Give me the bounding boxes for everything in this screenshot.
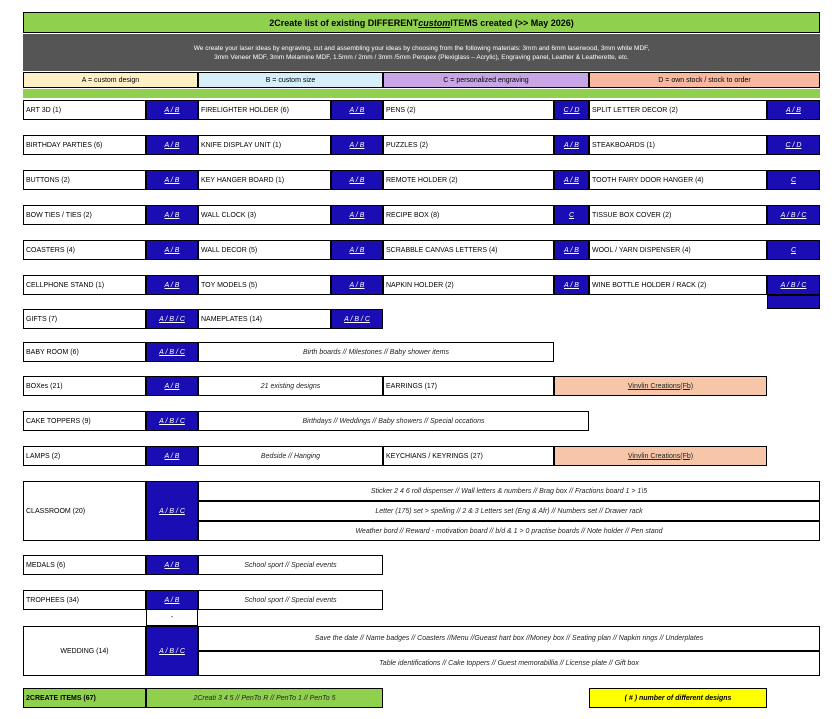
medals-code: A / B xyxy=(146,555,198,575)
earrings-label: EARRINGS (17) xyxy=(383,376,554,396)
item-label: TOY MODELS (5) xyxy=(198,275,331,295)
item-label: CELLPHONE STAND (1) xyxy=(23,275,146,295)
item-code: A / B xyxy=(146,240,198,260)
gifts-code: A / B / C xyxy=(146,309,198,329)
baby-room-label: BABY ROOM (6) xyxy=(23,342,146,362)
baby-room-desc: Birth boards // Milestones // Baby shower items xyxy=(198,342,554,362)
item-label: BIRTHDAY PARTIES (6) xyxy=(23,135,146,155)
item-label: KNIFE DISPLAY UNIT (1) xyxy=(198,135,331,155)
item-label: FIRELIGHTER HOLDER (6) xyxy=(198,100,331,120)
item-code: C xyxy=(767,240,820,260)
cake-toppers-code: A / B / C xyxy=(146,411,198,431)
item-code: A / B xyxy=(331,135,383,155)
item-code: A / B xyxy=(146,135,198,155)
item-code: A / B xyxy=(331,170,383,190)
item-code: A / B xyxy=(767,100,820,120)
trophees-desc: School sport // Special events xyxy=(198,590,383,610)
item-code: C xyxy=(554,205,589,225)
item-label: TOOTH FAIRY DOOR HANGER (4) xyxy=(589,170,767,190)
item-label: KEY HANGER BOARD (1) xyxy=(198,170,331,190)
legend-item: B = custom size xyxy=(198,72,383,88)
item-label: SCRABBLE CANVAS LETTERS (4) xyxy=(383,240,554,260)
item-code: C / D xyxy=(767,135,820,155)
medals-label: MEDALS (6) xyxy=(23,555,146,575)
item-label: STEAKBOARDS (1) xyxy=(589,135,767,155)
wedding-line: Save the date // Name badges // Coasters //Menu //Gueast hart box //Money box // Seating plan // Napkin rings // Underplates xyxy=(198,626,820,651)
item-code: A / B xyxy=(554,275,589,295)
gifts-label: GIFTS (7) xyxy=(23,309,146,329)
classroom-line: Letter (175) set > spelling // 2 & 3 Letters set (Eng & Afr) // Numbers set // Drawer rack xyxy=(198,501,820,521)
trophees-dash: - xyxy=(146,610,198,626)
item-label: ART 3D (1) xyxy=(23,100,146,120)
item-code: A / B xyxy=(554,135,589,155)
item-code: A / B / C xyxy=(767,275,820,295)
item-label: WALL DECOR (5) xyxy=(198,240,331,260)
intro-line-2: 3mm Veneer MDF, 3mm Melamine MDF, 1.5mm / 2mm / 3mm /5mm Perspex (Plexiglass – Acrylic), Engraving panel, Leather & Leatherette, etc. xyxy=(214,53,629,61)
classroom-label: CLASSROOM (20) xyxy=(23,481,146,541)
item-code: A / B xyxy=(554,170,589,190)
lamps-code: A / B xyxy=(146,446,198,466)
code-filler xyxy=(767,295,820,309)
wedding-label: WEDDING (14) xyxy=(23,626,146,676)
footer-total-label: 2CREATE ITEMS (67) xyxy=(23,688,146,708)
keychains-link[interactable]: Vinvlin Creations(Fb) xyxy=(554,446,767,466)
intro-line-1: We create your laser ideas by engraving, cut and assembling your ideas by choosing from the following materials: 3mm and 6mm laserwood, 3mm white MDF, xyxy=(193,44,650,52)
legend-item: C = personalized engraving xyxy=(383,72,589,88)
medals-desc: School sport // Special events xyxy=(198,555,383,575)
earrings-link[interactable]: Vinvlin Creations(Fb) xyxy=(554,376,767,396)
baby-room-code: A / B / C xyxy=(146,342,198,362)
item-label: PUZZLES (2) xyxy=(383,135,554,155)
item-code: A / B xyxy=(331,205,383,225)
lamps-desc: Bedside // Hanging xyxy=(198,446,383,466)
item-label: PENS (2) xyxy=(383,100,554,120)
footer-note: ( # ) number of different designs xyxy=(589,688,767,708)
item-code: A / B xyxy=(331,275,383,295)
keychains-label: KEYCHIANS / KEYRINGS (27) xyxy=(383,446,554,466)
item-code: A / B xyxy=(554,240,589,260)
classroom-line: Weather bord // Reward - motivation board // b/d & 1 > 0 practise boards // Note holder // Pen stand xyxy=(198,521,820,541)
title-text: 2Create list of existing DIFFERENT xyxy=(269,17,419,28)
item-label: RECIPE BOX (8) xyxy=(383,205,554,225)
item-code: C xyxy=(767,170,820,190)
item-code: A / B xyxy=(146,170,198,190)
item-label: TISSUE BOX COVER (2) xyxy=(589,205,767,225)
item-label: BUTTONS (2) xyxy=(23,170,146,190)
nameplates-code: A / B / C xyxy=(331,309,383,329)
item-code: A / B / C xyxy=(767,205,820,225)
trophees-label: TROPHEES (34) xyxy=(23,590,146,610)
legend-item: A = custom design xyxy=(23,72,198,88)
lamps-label: LAMPS (2) xyxy=(23,446,146,466)
item-code: A / B xyxy=(331,100,383,120)
item-label: WALL CLOCK (3) xyxy=(198,205,331,225)
item-code: A / B xyxy=(146,100,198,120)
item-code: A / B xyxy=(331,240,383,260)
item-code: A / B xyxy=(146,205,198,225)
title-emphasis: custom xyxy=(418,17,451,28)
boxes-code: A / B xyxy=(146,376,198,396)
cake-toppers-desc: Birthdays // Weddings // Baby showers // Special occations xyxy=(198,411,589,431)
item-label: REMOTE HOLDER (2) xyxy=(383,170,554,190)
item-label: WOOL / YARN DISPENSER (4) xyxy=(589,240,767,260)
intro-banner xyxy=(23,34,820,71)
classroom-code: A / B / C xyxy=(146,481,198,541)
legend-item: D = own stock / stock to order xyxy=(589,72,820,88)
green-separator xyxy=(23,89,820,98)
footer-desc: 2Creati 3 4 5 // PenTo R // PenTo 1 // PenTo 5 xyxy=(146,688,383,708)
item-label: COASTERS (4) xyxy=(23,240,146,260)
wedding-line: Table identifications // Cake toppers // Guest memorabillia // License plate // Gift box xyxy=(198,651,820,676)
title-text-end: ITEMS created (>> May 2026) xyxy=(450,17,574,28)
item-code: C / D xyxy=(554,100,589,120)
item-code: A / B xyxy=(146,275,198,295)
nameplates-label: NAMEPLATES (14) xyxy=(198,309,331,329)
trophees-code: A / B xyxy=(146,590,198,610)
boxes-label: BOXes (21) xyxy=(23,376,146,396)
page-title xyxy=(23,12,820,33)
item-label: WINE BOTTLE HOLDER / RACK (2) xyxy=(589,275,767,295)
item-label: BOW TIES / TIES (2) xyxy=(23,205,146,225)
cake-toppers-label: CAKE TOPPERS (9) xyxy=(23,411,146,431)
item-label: NAPKIN HOLDER (2) xyxy=(383,275,554,295)
item-label: SPLIT LETTER DECOR (2) xyxy=(589,100,767,120)
boxes-desc: 21 existing designs xyxy=(198,376,383,396)
wedding-code: A / B / C xyxy=(146,626,198,676)
classroom-line: Sticker 2 4 6 roll dispenser // Wall letters & numbers // Brag box // Fractions board 1 > 1\5 xyxy=(198,481,820,501)
